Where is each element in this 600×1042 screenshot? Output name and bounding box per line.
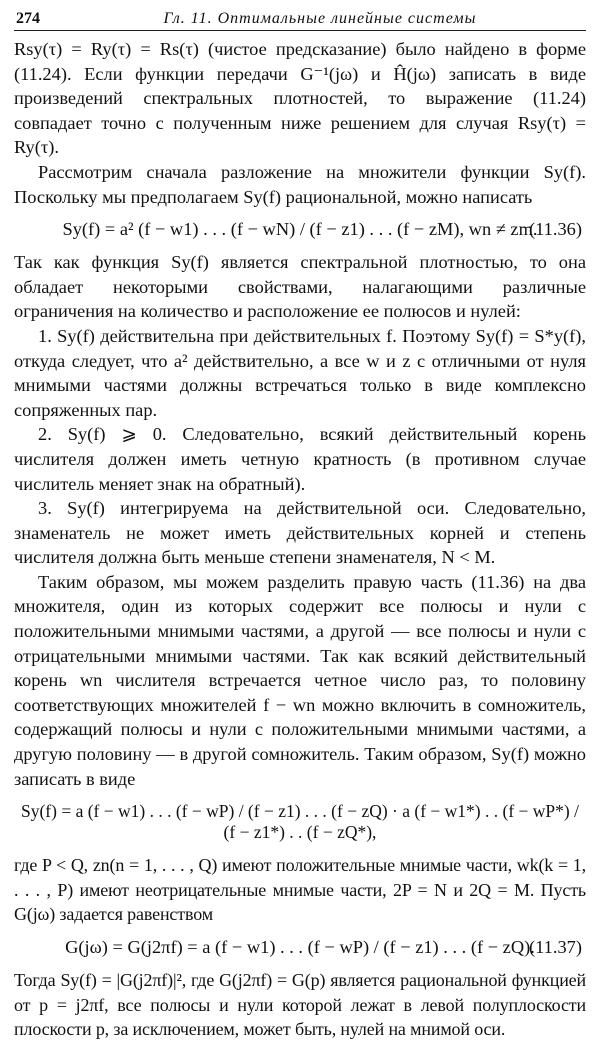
paragraph-1: Rsy(τ) = Ry(τ) = Rs(τ) (чистое предсказание) было найдено в форме (11.24). Если функции передачи G⁻¹(jω) и Ĥ(jω) записать в виде произведений спектральных плотностей, то выражение (11.24) совпадает точно с полученным ниже решением для случая Rsy(τ) = Ry(τ).: [14, 39, 586, 158]
page-header: [14, 6, 586, 31]
equation-factorization: [14, 801, 586, 843]
equation-11-36: [14, 219, 586, 240]
equation-11-37-number: (11.37): [529, 937, 582, 957]
equation-factorization-body: Sy(f) = a (f − w1) . . . (f − wP) / (f − z1) . . . (f − zQ) · a (f − w1*) . . (f − wP*) / (f − z1*) . . (f − zQ*),: [21, 801, 579, 843]
paragraph-3: Так как функция Sy(f) является спектральной плотностью, то она обладает некоторыми свойствами, налагающими различные ограничения на количество и расположение ее полюсов и нулей:: [14, 252, 586, 322]
equation-11-37-body: G(jω) = G(j2πf) = a (f − w1) . . . (f − wP) / (f − z1) . . . (f − zQ).: [65, 937, 535, 957]
paragraph-4-property-1: 1. Sy(f) действительна при действительных f. Поэтому Sy(f) = S*y(f), откуда следует, что a² действительно, а все w и z с отличными от нуля мнимыми частями должны встречаться только в виде комплексно сопряженных пар.: [14, 325, 586, 420]
page-number: 274: [16, 10, 40, 27]
equation-11-36-number: (11.36): [529, 219, 582, 240]
paragraph-6-property-3: 3. Sy(f) интегрируема на действительной оси. Следовательно, знаменатель не может иметь действительных корней и степень числителя должна быть меньше степени знаменателя, N < M.: [14, 498, 586, 568]
paragraph-7: Таким образом, мы можем разделить правую часть (11.36) на два множителя, один из которых содержит все полюсы и нули с положительными мнимыми частями, а другой — все полюсы и нули с отрицательными мнимыми частями. Так как всякий действительный корень wn числителя встречается четное число раз, то половину соответствующих множителей f − wn можно включить в сомножитель, содержащий полюсы и нули с положительными мнимыми частями, а другую половину — в другой сомножитель. Таким образом, Sy(f) можно записать в виде: [14, 571, 586, 789]
equation-11-36-body: Sy(f) = a² (f − w1) . . . (f − wN) / (f − z1) . . . (f − zM), wn ≠ zm.: [62, 219, 538, 240]
paragraph-2: Рассмотрим сначала разложение на множители функции Sy(f). Поскольку мы предполагаем Sy(f) рациональной, можно написать: [14, 161, 586, 207]
paragraph-9: Тогда Sy(f) = |G(j2πf)|², где G(j2πf) = G(p) является рациональной функцией от p = j2πf, все полюсы и нули которой лежат в левой полуплоскости плоскости p, за исключением, может быть, нулей на мнимой оси.: [14, 970, 586, 1040]
paragraph-8: где P < Q, zn(n = 1, . . . , Q) имеют положительные мнимые части, wk(k = 1, . . . , P) имеют неотрицательные мнимые части, 2P = N и 2Q = M. Пусть G(jω) задается равенством: [14, 855, 586, 925]
equation-11-37: [14, 937, 586, 958]
running-title: Гл. 11. Оптимальные линейные системы: [163, 10, 477, 27]
paragraph-5-property-2: 2. Sy(f) ⩾ 0. Следовательно, всякий действительный корень числителя должен иметь четную кратность (в противном случае числитель меняет знак на обратный).: [14, 424, 586, 494]
